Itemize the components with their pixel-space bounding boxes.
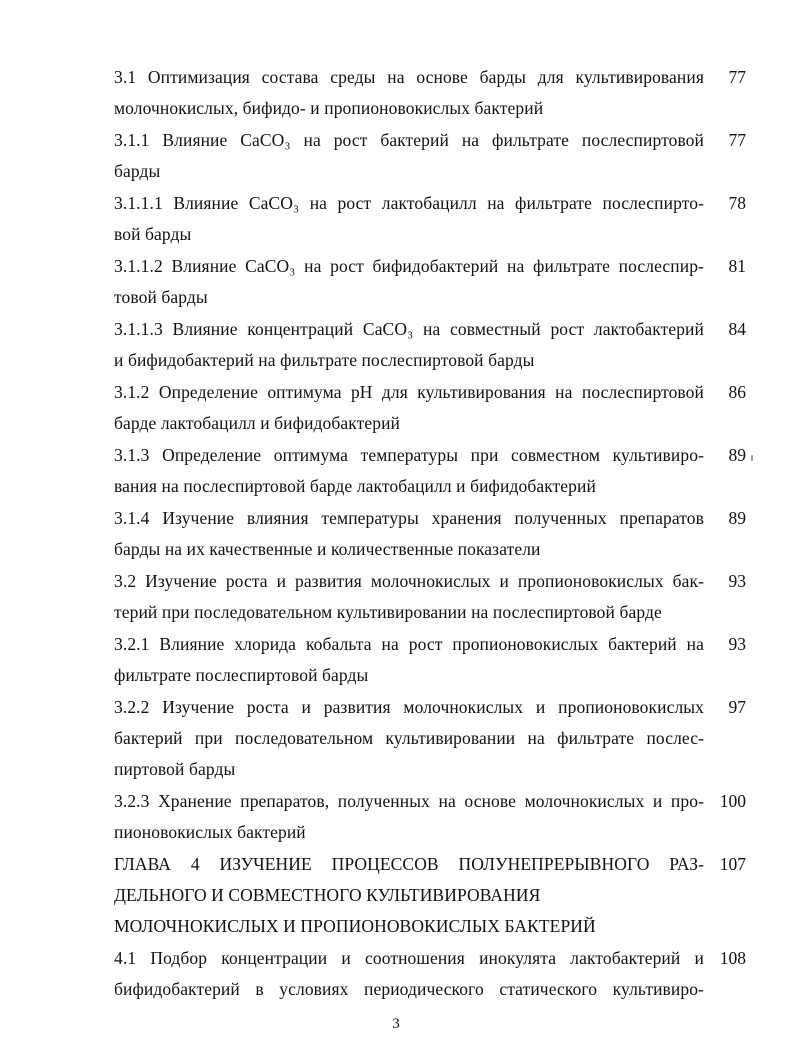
toc-entry-line: товой барды (114, 287, 208, 307)
toc-entry-line: пионовокислых бактерий (114, 822, 306, 842)
toc-entry-line: 3.1.1.3 Влияние концентраций CaCO₃ на совместный рост лактобактерий (114, 319, 704, 339)
toc-entry-3-2-3 (114, 786, 746, 848)
toc-entry-line: барды (114, 161, 161, 181)
scan-speck (751, 455, 753, 461)
toc-entry-3-1-1-2 (114, 251, 746, 313)
toc-page-number: 108 (719, 948, 746, 968)
toc-entry-line: 3.2.3 Хранение препаратов, полученных на основе молочнокислых и про- (114, 791, 704, 811)
page-number: 3 (392, 1016, 400, 1032)
toc-entry-chapter-4 (114, 849, 746, 942)
toc-entry-line: 3.1.1 Влияние CaCO₃ на рост бактерий на фильтрате послеспиртовой (114, 130, 704, 150)
toc-page-number: 93 (728, 634, 746, 654)
toc-entry-line: 3.1.4 Изучение влияния температуры хранения полученных препаратов (114, 508, 704, 528)
toc-page-number: 93 (728, 571, 746, 591)
toc-entry-3-1-1-3 (114, 314, 746, 376)
toc-page-number: 89 (728, 445, 746, 465)
toc-entry-line: 3.2.1 Влияние хлорида кобальта на рост пропионовокислых бактерий на (114, 634, 704, 654)
toc-entry-3-1-2 (114, 377, 746, 439)
toc-entry-line: ДЕЛЬНОГО И СОВМЕСТНОГО КУЛЬТИВИРОВАНИЯ (114, 885, 541, 905)
toc-entry-line: 3.1 Оптимизация состава среды на основе барды для культивирования (114, 67, 704, 87)
toc-entry-3-1-3 (114, 440, 746, 502)
toc-page-number: 97 (728, 697, 746, 717)
toc-entry-line: вой барды (114, 224, 192, 244)
toc-page-number: 89 (728, 508, 746, 528)
toc-page-number: 84 (728, 319, 746, 339)
toc-page-number: 86 (728, 382, 746, 402)
toc-page-number: 78 (728, 193, 746, 213)
toc-entry-line: 3.2.2 Изучение роста и развития молочнокислых и пропионовокислых (114, 697, 704, 717)
toc-page-number: 107 (719, 854, 746, 874)
toc-entry-3-2-2 (114, 692, 746, 785)
toc-entry-line: ГЛАВА 4 ИЗУЧЕНИЕ ПРОЦЕССОВ ПОЛУНЕПРЕРЫВНОГО РАЗ- (114, 854, 704, 874)
toc-entry-line: молочнокислых, бифидо- и пропионовокислых бактерий (114, 98, 544, 118)
toc-entry-line: пиртовой барды (114, 759, 236, 779)
toc-entry-line: терий при последовательном культивировании на послеспиртовой барде (114, 602, 662, 622)
toc-entry-3-1-1-1 (114, 188, 746, 250)
toc-entry-3-1 (114, 62, 746, 124)
toc-entry-line: барде лактобацилл и бифидобактерий (114, 413, 401, 433)
toc-entry-line: 3.1.1.1 Влияние CaCO₃ на рост лактобацилл на фильтрате послеспирто- (114, 193, 704, 213)
toc-entry-3-1-4 (114, 503, 746, 565)
toc-entry-3-1-1 (114, 125, 746, 187)
toc-entry-line: МОЛОЧНОКИСЛЫХ И ПРОПИОНОВОКИСЛЫХ БАКТЕРИЙ (114, 916, 596, 936)
toc-entry-line: вания на послеспиртовой барде лактобацилл и бифидобактерий (114, 476, 596, 496)
toc-entry-line: бифидобактерий в условиях периодического статического культивиро- (114, 979, 704, 999)
toc-entry-line: 3.1.3 Определение оптимума температуры при совместном культивиро- (114, 445, 704, 465)
toc-entry-line: бактерий при последовательном культивировании на фильтрате послес- (114, 728, 704, 748)
toc-entry-line: и бифидобактерий на фильтрате послеспиртовой барды (114, 350, 535, 370)
toc-entry-4-1 (114, 943, 746, 1005)
toc-entry-line: 4.1 Подбор концентрации и соотношения инокулята лактобактерий и (114, 948, 704, 968)
toc-entry-line: 3.1.1.2 Влияние CaCO₃ на рост бифидобактерий на фильтрате послеспир- (114, 256, 704, 276)
toc-page-number: 100 (719, 791, 746, 811)
table-of-contents (114, 62, 746, 1006)
toc-page-number: 81 (728, 256, 746, 276)
toc-page-number: 77 (728, 130, 746, 150)
toc-page-number: 77 (728, 67, 746, 87)
toc-entry-line: 3.2 Изучение роста и развития молочнокислых и пропионовокислых бак- (114, 571, 704, 591)
toc-entry-3-2-1 (114, 629, 746, 691)
toc-entry-3-2 (114, 566, 746, 628)
toc-entry-line: 3.1.2 Определение оптимума pH для культивирования на послеспиртовой (114, 382, 704, 402)
toc-entry-line: фильтрате послеспиртовой барды (114, 665, 369, 685)
toc-entry-line: барды на их качественные и количественные показатели (114, 539, 541, 559)
